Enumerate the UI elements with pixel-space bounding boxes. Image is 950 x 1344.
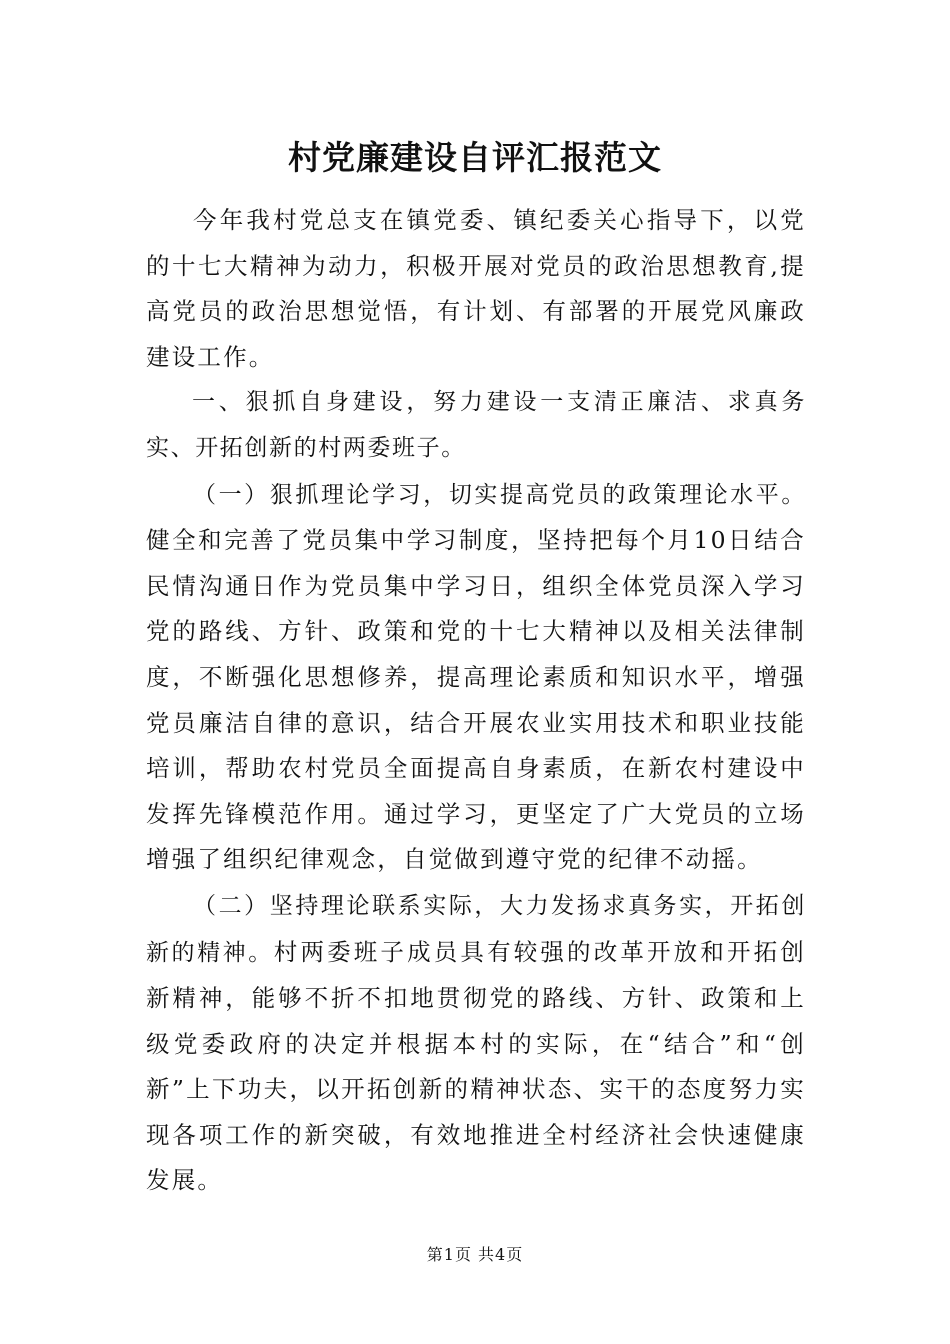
subsection-heading-2: （二）坚持理论联系实际，大力发扬求真务实，开拓创新的精神。 <box>146 892 806 966</box>
section-heading-1: 一、狠抓自身建设，努力建设一支清正廉洁、求真务实、开拓创新的村两委班子。 <box>146 389 806 461</box>
subsection-body-2: 村两委班子成员具有较强的改革开放和开拓创新精神，能够不折不扣地贯彻党的路线、方针、政策和上级党委政府的决定并根据本村的实际，在“结合”和“创新”上下功夫，以开拓创新的精神状态、实干的态度努力实现各项工作的新突破，有效地推进全村经济社会快速健康发展。 <box>146 937 807 1195</box>
page-footer: 第1页 共4页 <box>426 1245 524 1264</box>
subsection-paragraph-2 <box>146 883 806 1204</box>
subsection-heading-1: （一）狠抓理论学习，切实提高党员的政策理论水平。 <box>193 481 806 508</box>
document-body <box>146 198 806 1204</box>
document-title: 村党廉建设自评汇报范文 <box>288 138 662 177</box>
intro-paragraph: 今年我村党总支在镇党委、镇纪委关心指导下，以党的十七大精神为动力，积极开展对党员的政治思想教育,提高党员的政治思想觉悟，有计划、有部署的开展党风廉政建设工作。 <box>146 206 806 371</box>
subsection-paragraph-1 <box>146 472 806 883</box>
subsection-body-1: 健全和完善了党员集中学习制度，坚持把每个月10日结合民情沟通日作为党员集中学习日，组织全体党员深入学习党的路线、方针、政策和党的十七大精神以及相关法律制度，不断强化思想修养，提高理论素质和知识水平，增强党员廉洁自律的意识，结合开展农业实用技术和职业技能培训，帮助农村党员全面提高自身素质，在新农村建设中发挥先锋模范作用。通过学习，更坚定了广大党员的立场增强了组织纪律观念，自觉做到遵守党的纪律不动摇。 <box>146 526 806 874</box>
